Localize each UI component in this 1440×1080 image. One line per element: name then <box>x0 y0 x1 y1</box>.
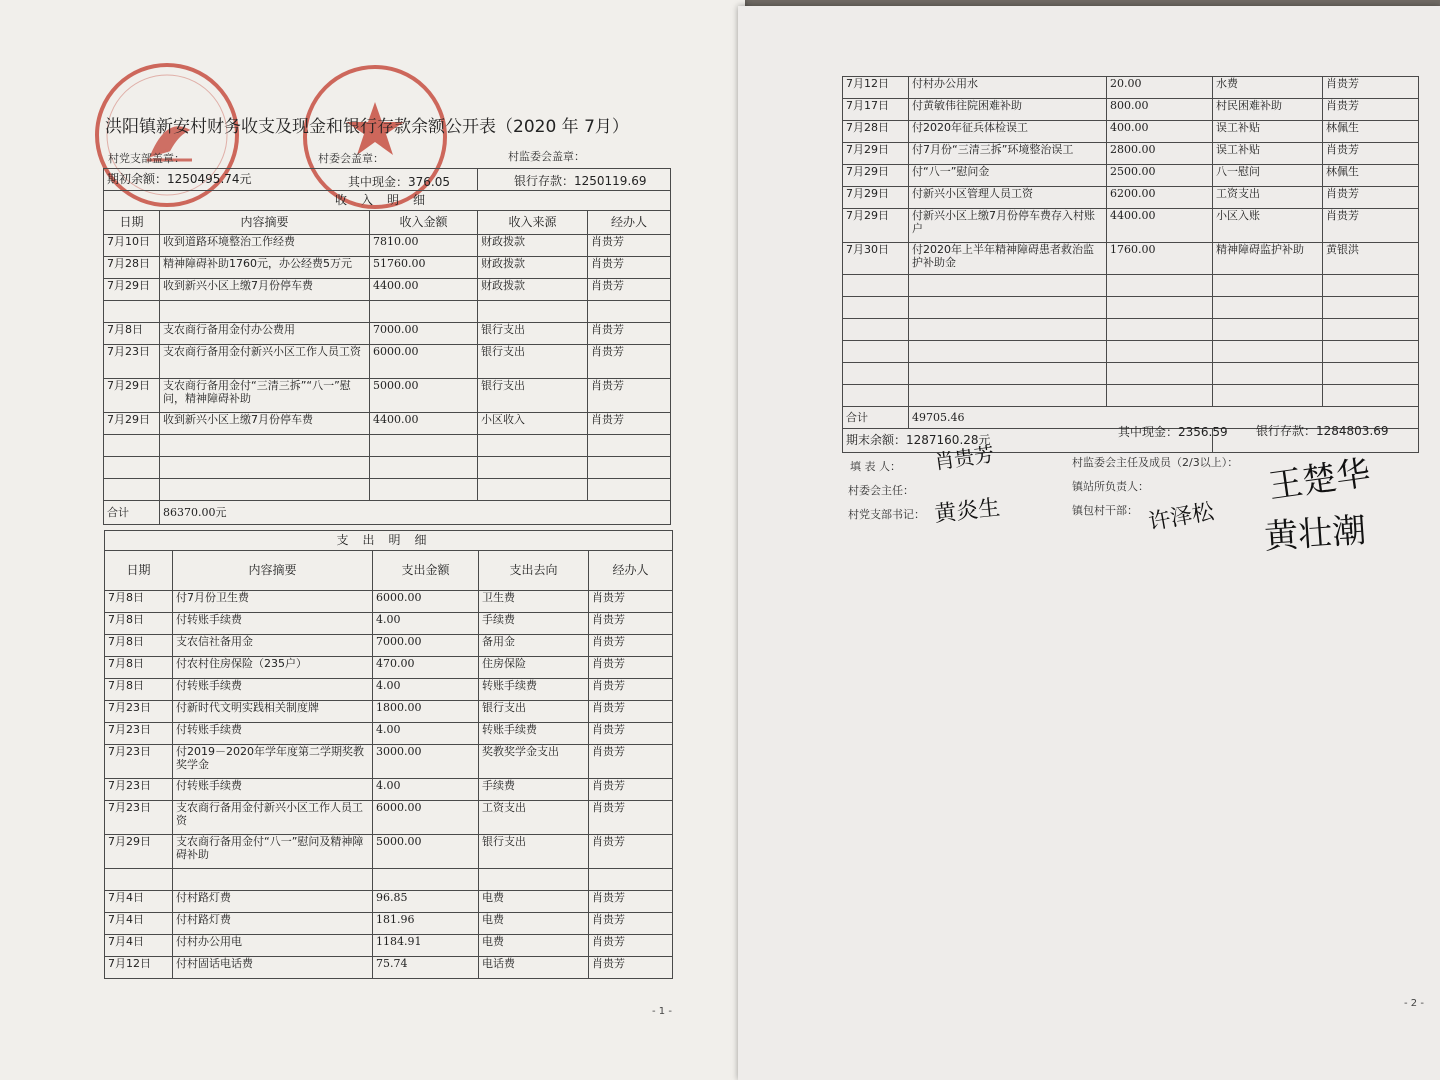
table-row <box>843 143 1419 165</box>
cell-desc: 付2020年上半年精神障碍患者救治监护补助金 <box>909 243 1107 275</box>
cell-date <box>843 385 909 407</box>
cell-desc: 付7月份卫生费 <box>173 591 373 613</box>
table-row <box>843 165 1419 187</box>
table-row <box>105 913 673 935</box>
expense-header-handler: 经办人 <box>589 551 673 591</box>
cell-handler <box>1323 363 1419 385</box>
cell-desc: 付2019－2020年学年度第二学期奖教奖学金 <box>173 745 373 779</box>
cell-desc: 付2020年征兵体检误工 <box>909 121 1107 143</box>
cell-dest: 误工补贴 <box>1213 143 1323 165</box>
cell-handler: 肖贵芳 <box>589 657 673 679</box>
cell-dest: 转账手续费 <box>479 679 589 701</box>
expense-table-page2 <box>842 76 1419 453</box>
cell-amount: 3000.00 <box>373 745 479 779</box>
cell-handler <box>1323 297 1419 319</box>
cell-amount: 75.74 <box>373 957 479 979</box>
cell-source <box>478 479 588 501</box>
cell-date: 7月8日 <box>105 679 173 701</box>
cell-desc <box>909 319 1107 341</box>
cell-date <box>104 301 160 323</box>
cell-handler: 肖贵芳 <box>1323 77 1419 99</box>
table-row <box>104 279 671 301</box>
table-row <box>843 385 1419 407</box>
cell-date <box>843 275 909 297</box>
cell-desc: 付转账手续费 <box>173 613 373 635</box>
table-row <box>105 679 673 701</box>
cell-date: 7月29日 <box>843 165 909 187</box>
cell-desc: 付转账手续费 <box>173 723 373 745</box>
cell-handler: 肖贵芳 <box>1323 143 1419 165</box>
cell-handler: 肖贵芳 <box>589 679 673 701</box>
table-row <box>104 235 671 257</box>
cell-dest: 银行支出 <box>479 835 589 869</box>
expense-header-date: 日期 <box>105 551 173 591</box>
cell-amount <box>370 435 478 457</box>
cell-desc: 支农商行备用金付办公费用 <box>160 323 370 345</box>
cell-date: 7月30日 <box>843 243 909 275</box>
cell-handler: 肖贵芳 <box>588 379 671 413</box>
cell-amount <box>1107 341 1213 363</box>
cell-amount <box>1107 275 1213 297</box>
cell-dest <box>1213 363 1323 385</box>
income-section-title: 收入明细 <box>104 191 671 211</box>
cell-handler: 肖贵芳 <box>588 257 671 279</box>
table-row <box>843 187 1419 209</box>
cell-amount: 1184.91 <box>373 935 479 957</box>
cell-amount <box>1107 363 1213 385</box>
cell-date: 7月8日 <box>105 657 173 679</box>
cell-dest: 电费 <box>479 891 589 913</box>
page2-total-label: 合计 <box>843 407 909 429</box>
cell-amount: 4.00 <box>373 613 479 635</box>
income-header-amount: 收入金额 <box>370 211 478 235</box>
table-row <box>105 957 673 979</box>
income-header-row <box>104 211 671 235</box>
page-title: 洪阳镇新安村财务收支及现金和银行存款余额公开表（2020 年 7月） <box>105 117 629 137</box>
cell-desc: 付村路灯费 <box>173 891 373 913</box>
cell-handler: 肖贵芳 <box>589 745 673 779</box>
page-number-1: - 1 - <box>652 1006 672 1017</box>
cell-date: 7月8日 <box>104 323 160 345</box>
cell-date: 7月29日 <box>105 835 173 869</box>
cell-handler: 肖贵芳 <box>588 279 671 301</box>
table-row <box>104 457 671 479</box>
cell-handler: 肖贵芳 <box>589 957 673 979</box>
expense-header-amount: 支出金额 <box>373 551 479 591</box>
table-row <box>105 591 673 613</box>
cell-dest: 村民困难补助 <box>1213 99 1323 121</box>
cell-date: 7月29日 <box>843 187 909 209</box>
cell-dest: 住房保险 <box>479 657 589 679</box>
opening-bank: 银行存款：1250119.69 <box>514 174 647 188</box>
table-row <box>105 779 673 801</box>
cell-desc: 付“八一”慰问金 <box>909 165 1107 187</box>
cell-date: 7月29日 <box>104 279 160 301</box>
cell-amount: 20.00 <box>1107 77 1213 99</box>
cell-handler: 肖贵芳 <box>589 913 673 935</box>
table-row <box>104 345 671 379</box>
cell-desc <box>909 275 1107 297</box>
table-row <box>843 77 1419 99</box>
cell-desc: 付新兴小区上缴7月份停车费存入村账户 <box>909 209 1107 243</box>
table-row <box>105 745 673 779</box>
table-row <box>105 613 673 635</box>
table-row <box>843 209 1419 243</box>
closing-cash: 其中现金：2356.59 <box>1118 425 1228 439</box>
cell-handler <box>589 869 673 891</box>
cell-desc: 精神障碍补助1760元，办公经费5万元 <box>160 257 370 279</box>
cell-source: 银行支出 <box>478 379 588 413</box>
page2-total-value: 49705.46 <box>909 407 1419 429</box>
cell-dest: 银行支出 <box>479 701 589 723</box>
cell-handler: 肖贵芳 <box>588 323 671 345</box>
table-row <box>105 701 673 723</box>
cell-source <box>478 435 588 457</box>
cell-amount: 4.00 <box>373 679 479 701</box>
party-seal-label: 村党支部盖章： <box>108 152 185 165</box>
page-number-2: - 2 - <box>1404 998 1424 1009</box>
cell-date <box>104 457 160 479</box>
cell-date: 7月29日 <box>843 209 909 243</box>
cell-handler: 肖贵芳 <box>589 835 673 869</box>
cell-desc: 付村办公用电 <box>173 935 373 957</box>
table-row <box>105 801 673 835</box>
cell-date: 7月29日 <box>843 143 909 165</box>
expense-header-desc: 内容摘要 <box>173 551 373 591</box>
cell-source: 财政拨款 <box>478 257 588 279</box>
cell-amount: 6000.00 <box>373 591 479 613</box>
cell-amount: 1760.00 <box>1107 243 1213 275</box>
cell-source: 财政拨款 <box>478 235 588 257</box>
cell-handler: 肖贵芳 <box>589 701 673 723</box>
cell-amount: 5000.00 <box>370 379 478 413</box>
table-row <box>843 363 1419 385</box>
document-page-2 <box>738 6 1440 1080</box>
cell-date <box>104 435 160 457</box>
cell-dest: 手续费 <box>479 779 589 801</box>
cell-desc: 付7月份“三清三拆”环境整治误工 <box>909 143 1107 165</box>
cell-amount: 6000.00 <box>370 345 478 379</box>
cell-dest <box>1213 341 1323 363</box>
cell-handler: 肖贵芳 <box>589 935 673 957</box>
cell-amount: 181.96 <box>373 913 479 935</box>
cell-handler: 肖贵芳 <box>1323 99 1419 121</box>
cell-date: 7月23日 <box>105 745 173 779</box>
cell-amount: 96.85 <box>373 891 479 913</box>
cell-amount: 470.00 <box>373 657 479 679</box>
table-row <box>843 275 1419 297</box>
signature-secretary: 黄炎生 <box>933 495 1002 528</box>
income-header-date: 日期 <box>104 211 160 235</box>
cell-dest <box>479 869 589 891</box>
income-total-label: 合计 <box>104 501 160 525</box>
cell-handler <box>1323 341 1419 363</box>
cell-amount <box>1107 385 1213 407</box>
cell-amount: 400.00 <box>1107 121 1213 143</box>
cell-handler <box>1323 319 1419 341</box>
signature-preparer: 肖贵芳 <box>932 441 996 475</box>
party-secretary-label: 村党支部书记： <box>848 508 925 521</box>
cell-dest: 电费 <box>479 913 589 935</box>
expense-header-row <box>105 551 673 591</box>
cell-date <box>105 869 173 891</box>
cell-dest <box>1213 275 1323 297</box>
cell-amount <box>370 479 478 501</box>
cell-date: 7月8日 <box>105 591 173 613</box>
cell-desc <box>160 435 370 457</box>
committee-seal-label: 村委会盖章： <box>318 152 384 165</box>
cell-date <box>843 319 909 341</box>
cell-date: 7月12日 <box>843 77 909 99</box>
cell-dest: 八一慰问 <box>1213 165 1323 187</box>
cell-dest: 电话费 <box>479 957 589 979</box>
cell-handler <box>588 301 671 323</box>
cell-amount: 4400.00 <box>1107 209 1213 243</box>
table-row <box>104 479 671 501</box>
cell-handler <box>588 457 671 479</box>
cell-desc: 收到新兴小区上缴7月份停车费 <box>160 413 370 435</box>
cell-date: 7月23日 <box>105 723 173 745</box>
cell-date: 7月23日 <box>105 801 173 835</box>
cell-amount: 2500.00 <box>1107 165 1213 187</box>
cell-handler: 肖贵芳 <box>589 723 673 745</box>
cell-date: 7月23日 <box>105 779 173 801</box>
cell-dest: 手续费 <box>479 613 589 635</box>
cell-dest: 误工补贴 <box>1213 121 1323 143</box>
signature-supervision-1: 王楚华 <box>1266 453 1373 507</box>
cell-dest: 小区入账 <box>1213 209 1323 243</box>
closing-balance: 期末余额：1287160.28元 <box>843 429 1213 453</box>
cell-desc <box>160 301 370 323</box>
cell-handler: 肖贵芳 <box>1323 187 1419 209</box>
cell-desc: 付新兴小区管理人员工资 <box>909 187 1107 209</box>
expense-section-title: 支出明细 <box>105 531 673 551</box>
cell-handler: 黄银洪 <box>1323 243 1419 275</box>
table-row <box>843 341 1419 363</box>
cell-desc: 支农商行备用金付“三清三拆”“八一”慰问，精神障碍补助 <box>160 379 370 413</box>
table-row <box>105 723 673 745</box>
cell-desc: 付村办公用水 <box>909 77 1107 99</box>
income-table <box>103 168 671 525</box>
cell-handler <box>588 435 671 457</box>
cell-dest: 备用金 <box>479 635 589 657</box>
cell-desc: 支农信社备用金 <box>173 635 373 657</box>
cell-amount: 4.00 <box>373 723 479 745</box>
preparer-label: 填 表 人： <box>850 460 901 473</box>
cell-amount: 4.00 <box>373 779 479 801</box>
table-row <box>104 323 671 345</box>
cell-date: 7月29日 <box>104 379 160 413</box>
table-row <box>105 935 673 957</box>
cell-date: 7月28日 <box>104 257 160 279</box>
cell-dest <box>1213 297 1323 319</box>
table-row <box>843 121 1419 143</box>
table-row <box>843 99 1419 121</box>
cell-date <box>104 479 160 501</box>
cell-amount: 6200.00 <box>1107 187 1213 209</box>
cell-handler: 林佩生 <box>1323 165 1419 187</box>
cell-source: 财政拨款 <box>478 279 588 301</box>
expense-section-row <box>105 531 673 551</box>
cell-date <box>843 297 909 319</box>
cell-handler: 肖贵芳 <box>588 345 671 379</box>
cell-dest: 工资支出 <box>479 801 589 835</box>
cell-date: 7月29日 <box>104 413 160 435</box>
cell-date: 7月28日 <box>843 121 909 143</box>
cell-source: 小区收入 <box>478 413 588 435</box>
cell-handler: 肖贵芳 <box>588 413 671 435</box>
cell-amount <box>370 457 478 479</box>
cell-amount: 2800.00 <box>1107 143 1213 165</box>
cell-dest: 转账手续费 <box>479 723 589 745</box>
cell-desc: 付农村住房保险（235户） <box>173 657 373 679</box>
income-section-row <box>104 191 671 211</box>
cell-source: 银行支出 <box>478 345 588 379</box>
cell-amount <box>1107 297 1213 319</box>
cell-date: 7月23日 <box>104 345 160 379</box>
cell-handler: 肖贵芳 <box>589 801 673 835</box>
table-row <box>105 635 673 657</box>
cell-desc: 支农商行备用金付“八一”慰问及精神障碍补助 <box>173 835 373 869</box>
cell-handler <box>1323 275 1419 297</box>
expense-header-dest: 支出去向 <box>479 551 589 591</box>
cell-handler: 肖贵芳 <box>1323 209 1419 243</box>
cell-date: 7月12日 <box>105 957 173 979</box>
table-row <box>105 657 673 679</box>
signature-supervision-2: 黄壮潮 <box>1262 510 1368 558</box>
cell-date: 7月17日 <box>843 99 909 121</box>
income-total-row <box>104 501 671 525</box>
cell-desc: 付转账手续费 <box>173 679 373 701</box>
cell-amount <box>370 301 478 323</box>
cell-amount: 7000.00 <box>370 323 478 345</box>
cell-handler: 肖贵芳 <box>589 635 673 657</box>
cell-amount: 51760.00 <box>370 257 478 279</box>
cell-handler: 肖贵芳 <box>589 613 673 635</box>
cell-handler <box>1323 385 1419 407</box>
cell-amount: 800.00 <box>1107 99 1213 121</box>
cell-date <box>843 363 909 385</box>
income-header-desc: 内容摘要 <box>160 211 370 235</box>
cell-date: 7月4日 <box>105 913 173 935</box>
cell-date: 7月4日 <box>105 891 173 913</box>
cell-dest <box>1213 385 1323 407</box>
cell-desc: 收到道路环境整治工作经费 <box>160 235 370 257</box>
cell-amount <box>373 869 479 891</box>
cell-amount: 6000.00 <box>373 801 479 835</box>
cell-dest: 卫生费 <box>479 591 589 613</box>
table-row <box>105 891 673 913</box>
cell-desc <box>909 297 1107 319</box>
cell-amount: 1800.00 <box>373 701 479 723</box>
cell-source <box>478 457 588 479</box>
cell-desc <box>909 385 1107 407</box>
cell-desc <box>173 869 373 891</box>
signature-cadre: 许泽松 <box>1146 499 1217 536</box>
cell-handler: 林佩生 <box>1323 121 1419 143</box>
table-row <box>105 869 673 891</box>
opening-cash: 其中现金：376.05 <box>348 175 450 189</box>
table-row <box>104 435 671 457</box>
cell-desc: 付黄敏伟往院困难补助 <box>909 99 1107 121</box>
cell-desc: 收到新兴小区上缴7月份停车费 <box>160 279 370 301</box>
cell-desc: 付转账手续费 <box>173 779 373 801</box>
cell-handler <box>588 479 671 501</box>
supervision-seal-label: 村监委会盖章： <box>508 150 585 163</box>
cell-date: 7月4日 <box>105 935 173 957</box>
supervision-label: 村监委会主任及成员（2/3以上）： <box>1072 456 1239 469</box>
opening-balance: 期初余额：1250495.74元 <box>107 172 252 186</box>
station-head-label: 镇站所负责人： <box>1072 480 1149 493</box>
cell-date: 7月8日 <box>105 613 173 635</box>
table-row <box>105 835 673 869</box>
committee-director-label: 村委会主任： <box>848 484 914 497</box>
cell-amount: 4400.00 <box>370 413 478 435</box>
cell-desc <box>909 341 1107 363</box>
table-row <box>104 301 671 323</box>
cell-amount: 7810.00 <box>370 235 478 257</box>
cell-dest: 精神障碍监护补助 <box>1213 243 1323 275</box>
cell-dest <box>1213 319 1323 341</box>
closing-bank: 银行存款：1284803.69 <box>1256 424 1389 438</box>
cell-date: 7月10日 <box>104 235 160 257</box>
cell-handler: 肖贵芳 <box>589 779 673 801</box>
cell-amount: 5000.00 <box>373 835 479 869</box>
cell-desc <box>160 457 370 479</box>
cell-amount <box>1107 319 1213 341</box>
income-header-handler: 经办人 <box>588 211 671 235</box>
cell-desc <box>160 479 370 501</box>
expense-table-page1 <box>104 530 673 979</box>
cell-amount: 4400.00 <box>370 279 478 301</box>
income-total-value: 86370.00元 <box>160 501 671 525</box>
cell-date <box>843 341 909 363</box>
cell-desc: 付新时代文明实践相关制度牌 <box>173 701 373 723</box>
cell-desc <box>909 363 1107 385</box>
table-row <box>104 257 671 279</box>
cell-desc: 支农商行备用金付新兴小区工作人员工资 <box>160 345 370 379</box>
cell-dest: 水费 <box>1213 77 1323 99</box>
table-row <box>843 319 1419 341</box>
cell-amount: 7000.00 <box>373 635 479 657</box>
table-row <box>104 413 671 435</box>
income-header-source: 收入来源 <box>478 211 588 235</box>
cell-date: 7月8日 <box>105 635 173 657</box>
cell-dest: 奖教奖学金支出 <box>479 745 589 779</box>
cell-source: 银行支出 <box>478 323 588 345</box>
cell-handler: 肖贵芳 <box>588 235 671 257</box>
cell-desc: 支农商行备用金付新兴小区工作人员工资 <box>173 801 373 835</box>
cell-dest: 电费 <box>479 935 589 957</box>
table-row <box>104 379 671 413</box>
cell-desc: 付村路灯费 <box>173 913 373 935</box>
cell-date: 7月23日 <box>105 701 173 723</box>
table-row <box>843 243 1419 275</box>
cell-source <box>478 301 588 323</box>
cell-desc: 付村固话电话费 <box>173 957 373 979</box>
cell-handler: 肖贵芳 <box>589 891 673 913</box>
town-cadre-label: 镇包村干部： <box>1072 504 1138 517</box>
cell-handler: 肖贵芳 <box>589 591 673 613</box>
cell-dest: 工资支出 <box>1213 187 1323 209</box>
table-row <box>843 297 1419 319</box>
